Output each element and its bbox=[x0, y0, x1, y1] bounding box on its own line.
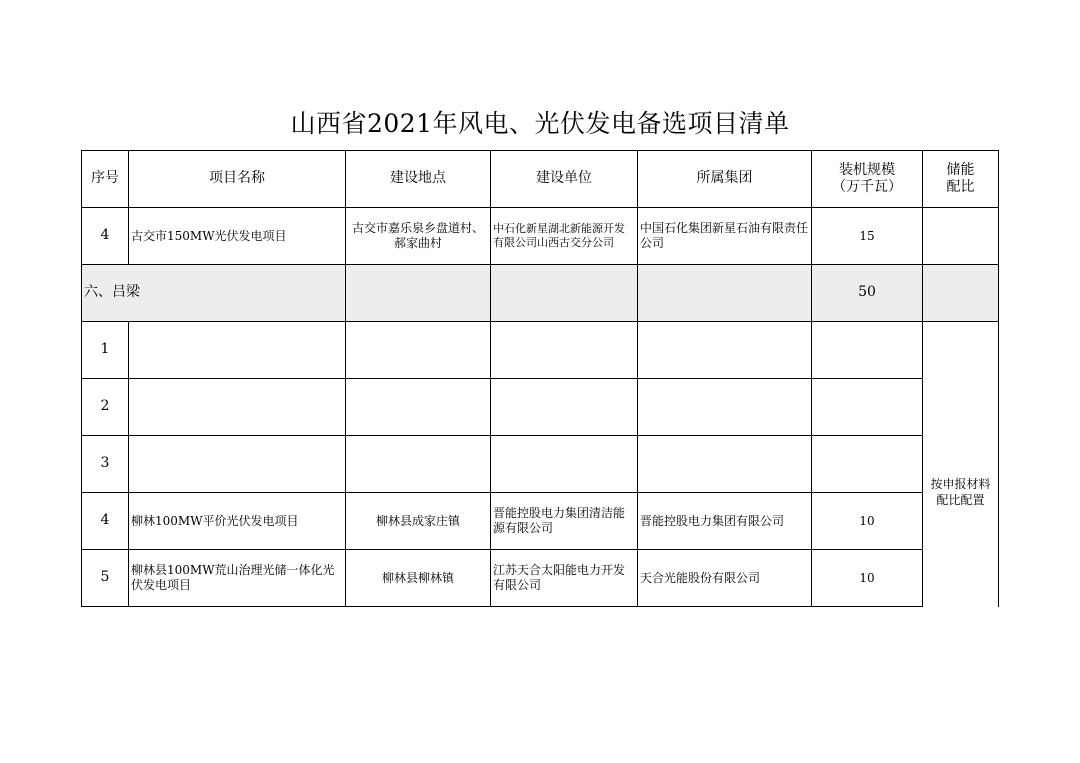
table-row bbox=[82, 550, 999, 607]
header-group: 所属集团 bbox=[638, 151, 812, 208]
cell-capacity bbox=[812, 379, 923, 436]
project-table bbox=[81, 150, 999, 607]
header-name: 项目名称 bbox=[129, 151, 346, 208]
cell-storage bbox=[923, 208, 999, 265]
cell-name bbox=[129, 322, 346, 379]
cell-unit bbox=[491, 436, 638, 493]
cell-location: 柳林县成家庄镇 bbox=[346, 493, 491, 550]
cell-location bbox=[346, 322, 491, 379]
table-row bbox=[82, 322, 999, 379]
header-seq: 序号 bbox=[82, 151, 129, 208]
cell-name: 古交市150MW光伏发电项目 bbox=[129, 208, 346, 265]
cell-location bbox=[346, 436, 491, 493]
storage-note: 按申报材料配比配置 bbox=[923, 322, 999, 607]
header-location: 建设地点 bbox=[346, 151, 491, 208]
section-cell-empty bbox=[923, 265, 999, 322]
page-title: 山西省2021年风电、光伏发电备选项目清单 bbox=[290, 109, 790, 138]
cell-capacity: 10 bbox=[812, 550, 923, 607]
cell-name bbox=[129, 436, 346, 493]
cell-name: 柳林县100MW荒山治理光储一体化光伏发电项目 bbox=[129, 550, 346, 607]
cell-capacity bbox=[812, 436, 923, 493]
cell-capacity: 10 bbox=[812, 493, 923, 550]
cell-unit: 晋能控股电力集团清洁能源有限公司 bbox=[491, 493, 638, 550]
header-row bbox=[82, 151, 999, 208]
section-cell-empty bbox=[638, 265, 812, 322]
cell-seq: 3 bbox=[82, 436, 129, 493]
cell-location: 柳林县柳林镇 bbox=[346, 550, 491, 607]
cell-name bbox=[129, 379, 346, 436]
section-cell-empty bbox=[491, 265, 638, 322]
cell-unit: 江苏天合太阳能电力开发有限公司 bbox=[491, 550, 638, 607]
table-row bbox=[82, 208, 999, 265]
cell-seq: 4 bbox=[82, 493, 129, 550]
section-row bbox=[82, 265, 999, 322]
cell-capacity bbox=[812, 322, 923, 379]
cell-capacity: 15 bbox=[812, 208, 923, 265]
cell-group: 中国石化集团新星石油有限责任公司 bbox=[638, 208, 812, 265]
cell-seq: 2 bbox=[82, 379, 129, 436]
cell-group: 晋能控股电力集团有限公司 bbox=[638, 493, 812, 550]
cell-group bbox=[638, 322, 812, 379]
cell-group: 天合光能股份有限公司 bbox=[638, 550, 812, 607]
cell-unit bbox=[491, 379, 638, 436]
cell-location: 古交市嘉乐泉乡盘道村、郝家曲村 bbox=[346, 208, 491, 265]
cell-location bbox=[346, 379, 491, 436]
table-row bbox=[82, 493, 999, 550]
section-capacity: 50 bbox=[812, 265, 923, 322]
cell-seq: 4 bbox=[82, 208, 129, 265]
header-capacity: 装机规模 （万千瓦） bbox=[812, 151, 923, 208]
table-row bbox=[82, 379, 999, 436]
header-storage: 储能 配比 bbox=[923, 151, 999, 208]
cell-seq: 1 bbox=[82, 322, 129, 379]
header-unit: 建设单位 bbox=[491, 151, 638, 208]
cell-seq: 5 bbox=[82, 550, 129, 607]
cell-unit bbox=[491, 322, 638, 379]
cell-group bbox=[638, 379, 812, 436]
cell-group bbox=[638, 436, 812, 493]
cell-unit: 中石化新星湖北新能源开发有限公司山西古交分公司 bbox=[491, 208, 638, 265]
section-cell-empty bbox=[346, 265, 491, 322]
cell-name: 柳林100MW平价光伏发电项目 bbox=[129, 493, 346, 550]
table-row bbox=[82, 436, 999, 493]
section-label: 六、吕梁 bbox=[82, 265, 346, 322]
